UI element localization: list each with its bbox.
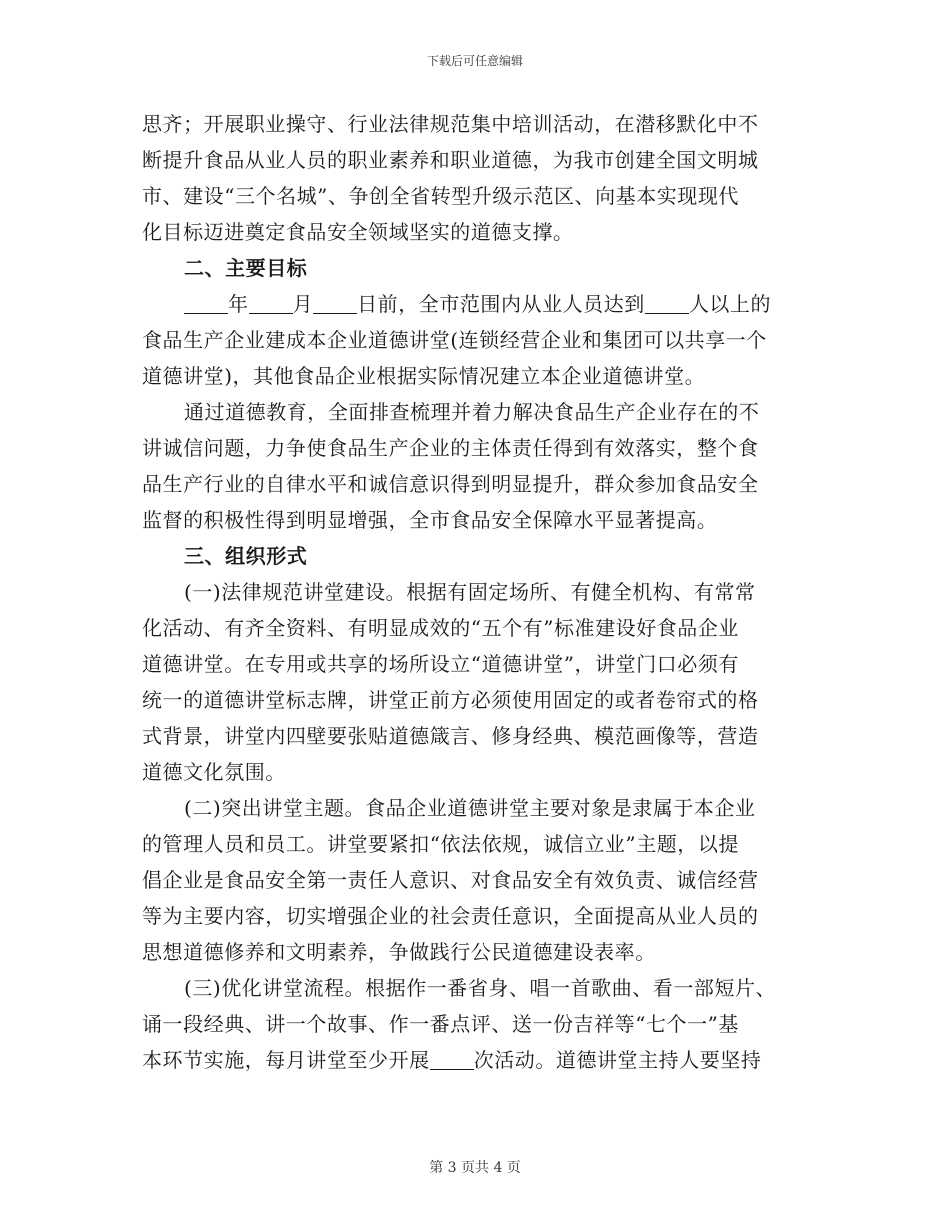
paragraph-line: 讲诚信问题，力争使食品生产企业的主体责任得到有效落实，整个食 <box>142 436 759 460</box>
text-fragment: 人以上的 <box>688 292 772 316</box>
paragraph-line: 统一的道德讲堂标志牌，讲堂正前方必须使用固定的或者卷帘式的格 <box>142 688 759 712</box>
paragraph-line: (三)优化讲堂流程。根据作一番省身、唱一首歌曲、看一部短片、 <box>184 976 777 1000</box>
paragraph-line: 倡企业是食品安全第一责任人意识、对食品安全有效负责、诚信经营 <box>142 868 759 892</box>
paragraph-line: (二)突出讲堂主题。食品企业道德讲堂主要对象是隶属于本企业 <box>184 796 756 820</box>
section-heading-main-goals: 二、主要目标 <box>184 256 308 280</box>
paragraph-line: 思齐；开展职业操守、行业法律规范集中培训活动，在潜移默化中不 <box>142 112 759 136</box>
paragraph-line: 监督的积极性得到明显增强，全市食品安全保障水平显著提高。 <box>142 508 718 532</box>
text-fragment: 本环节实施，每月讲堂至少开展 <box>142 1048 430 1072</box>
paragraph-line: 化目标迈进奠定食品安全领域坚实的道德支撑。 <box>142 220 574 244</box>
paragraph-line: 思想道德修养和文明素养，争做践行公民道德建设表率。 <box>142 940 656 964</box>
document-body <box>142 108 804 1077</box>
paragraph-line: 的管理人员和员工。讲堂要紧扣“依法依规，诚信立业”主题，以提 <box>142 832 739 856</box>
paragraph-line: 诵一段经典、讲一个故事、作一番点评、送一份吉祥等“七个一”基 <box>142 1012 739 1036</box>
fill-in-blank <box>184 293 228 314</box>
paragraph-line-with-blanks <box>142 288 804 321</box>
paragraph-line: (一)法律规范讲堂建设。根据有固定场所、有健全机构、有常常 <box>184 580 756 604</box>
paragraph-line: 道德讲堂)，其他食品企业根据实际情况建立本企业道德讲堂。 <box>142 364 706 388</box>
fill-in-blank <box>313 293 357 314</box>
page-number-footer: 第 3 页共 4 页 <box>429 1160 521 1176</box>
paragraph-line: 道德文化氛围。 <box>142 760 286 784</box>
paragraph-line: 食品生产企业建成本企业道德讲堂(连锁经营企业和集团可以共享一个 <box>142 328 767 352</box>
text-fragment: 日前，全市范围内从业人员达到 <box>357 292 645 316</box>
fill-in-blank <box>430 1049 474 1070</box>
paragraph-line: 等为主要内容，切实增强企业的社会责任意识，全面提高从业人员的 <box>142 904 759 928</box>
paragraph-line: 通过道德教育，全面排查梳理并着力解决食品生产企业存在的不 <box>184 400 760 424</box>
paragraph-line: 式背景，讲堂内四壁要张贴道德箴言、修身经典、模范画像等，营造 <box>142 724 759 748</box>
paragraph-line-with-blank <box>142 1044 804 1077</box>
fill-in-blank <box>249 293 293 314</box>
paragraph-line: 断提升食品从业人员的职业素养和职业道德，为我市创建全国文明城 <box>142 148 759 172</box>
paragraph-line: 市、建设“三个名城”、争创全省转型升级示范区、向基本实现现代 <box>142 184 739 208</box>
text-fragment: 月 <box>292 292 314 316</box>
paragraph-line: 道德讲堂。在专用或共享的场所设立“道德讲堂”，讲堂门口必须有 <box>142 652 739 676</box>
text-fragment: 年 <box>228 292 249 316</box>
page-header: 下载后可任意编辑 <box>426 54 523 68</box>
text-fragment: 次活动。道德讲堂主持人要坚持 <box>473 1048 762 1072</box>
paragraph-line: 品生产行业的自律水平和诚信意识得到明显提升，群众参加食品安全 <box>142 472 759 496</box>
section-heading-organization-form: 三、组织形式 <box>184 544 308 568</box>
paragraph-line: 化活动、有齐全资料、有明显成效的“五个有”标准建设好食品企业 <box>142 616 739 640</box>
fill-in-blank <box>645 293 689 314</box>
